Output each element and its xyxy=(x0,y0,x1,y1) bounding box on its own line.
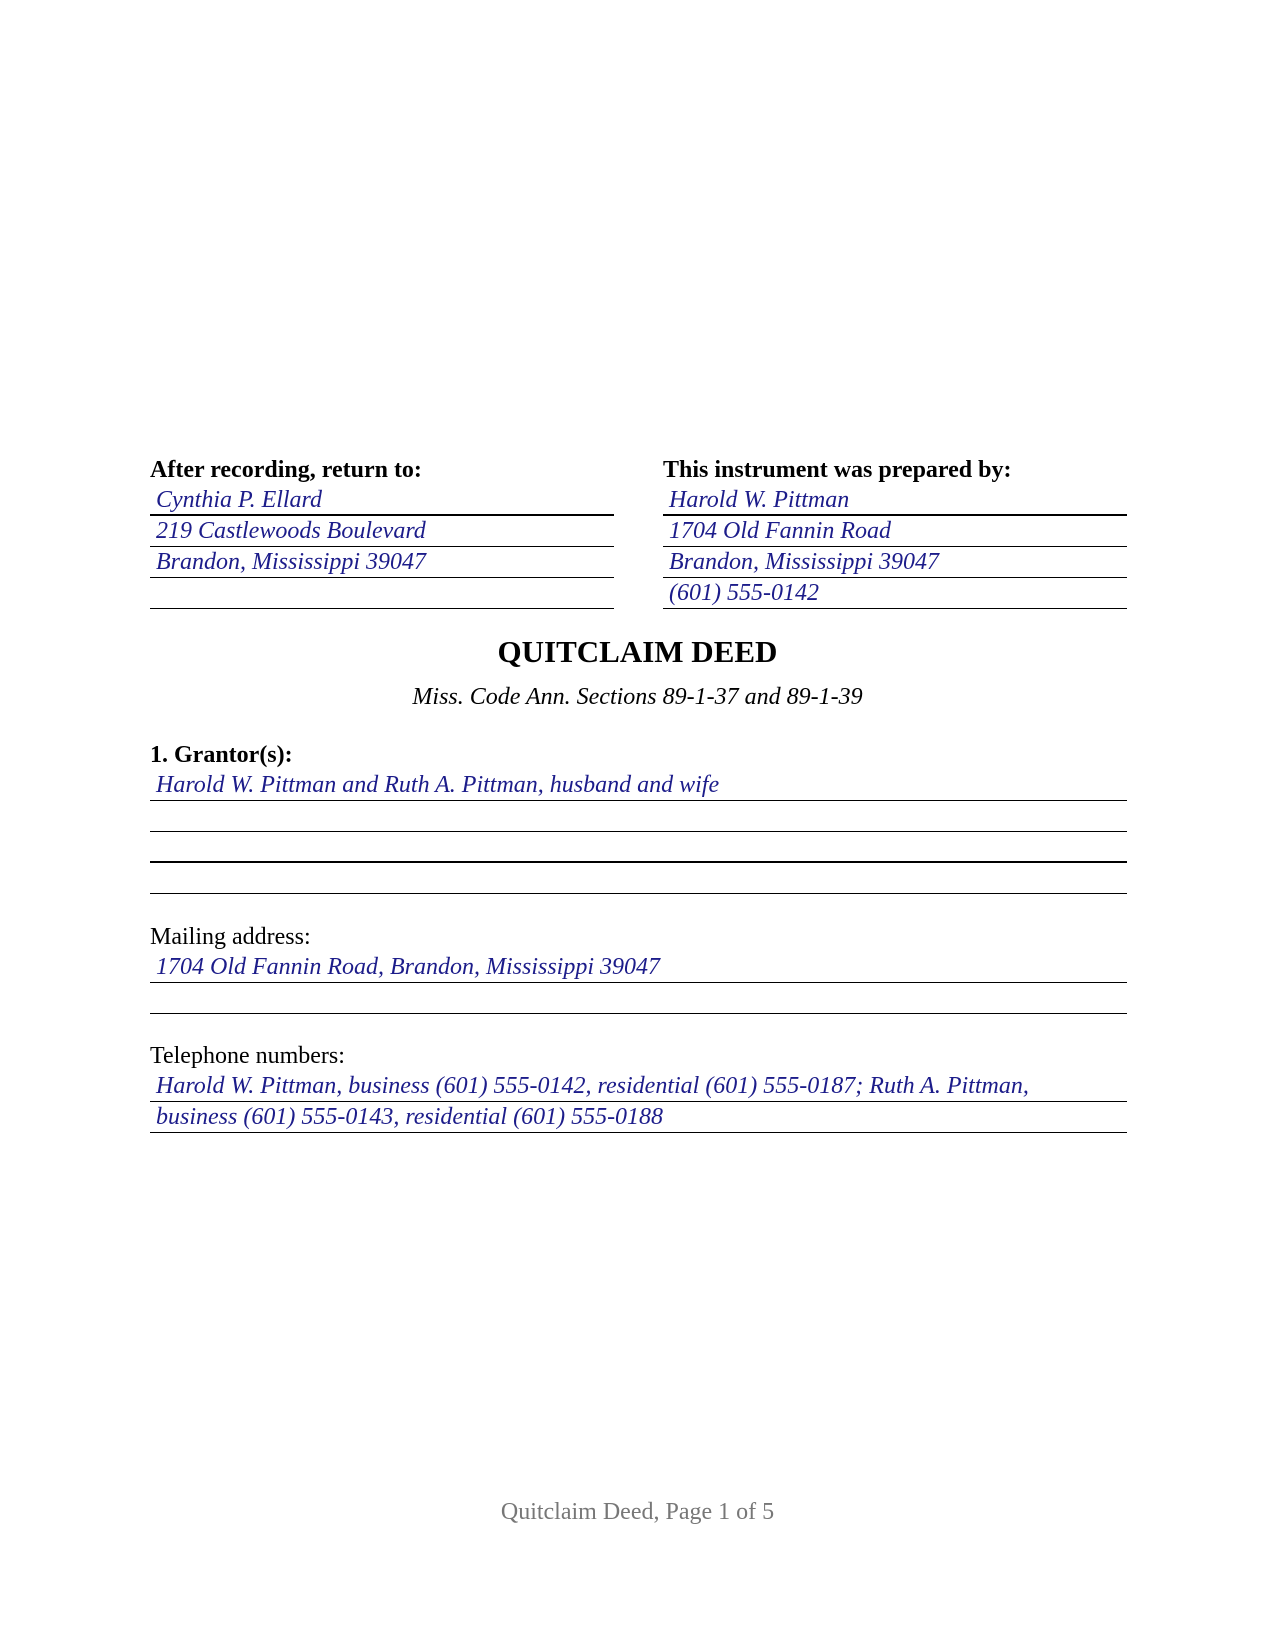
prepared-by-phone-line: (601) 555-0142 xyxy=(663,578,1127,609)
return-to-city-line: Brandon, Mississippi 39047 xyxy=(150,547,614,578)
return-to-name-line: Cynthia P. Ellard xyxy=(150,485,614,516)
mailing-address-section xyxy=(150,922,1127,1014)
mailing-address-line xyxy=(150,983,1127,1014)
telephone-numbers-section xyxy=(150,1041,1127,1133)
grantor-heading: 1. Grantor(s): xyxy=(150,742,293,768)
return-to-street-line: 219 Castlewoods Boulevard xyxy=(150,516,614,547)
telephone-numbers-label: Telephone numbers: xyxy=(150,1043,345,1069)
grantor-line xyxy=(150,801,1127,832)
prepared-by-heading: This instrument was prepared by: xyxy=(663,457,1012,483)
prepared-by-block xyxy=(663,455,1127,609)
return-to-block xyxy=(150,455,614,609)
grantor-line: Harold W. Pittman and Ruth A. Pittman, husband and wife xyxy=(150,770,1127,801)
prepared-by-street-line: 1704 Old Fannin Road xyxy=(663,516,1127,547)
grantor-line xyxy=(150,863,1127,894)
grantor-section xyxy=(150,740,1127,894)
mailing-address-label: Mailing address: xyxy=(150,924,311,950)
grantor-line xyxy=(150,832,1127,863)
telephone-numbers-line: Harold W. Pittman, business (601) 555-0142, residential (601) 555-0187; Ruth A. Pittman, xyxy=(150,1071,1127,1102)
prepared-by-name-line: Harold W. Pittman xyxy=(663,485,1127,516)
return-to-heading: After recording, return to: xyxy=(150,457,422,483)
return-to-blank-line xyxy=(150,578,614,609)
document-subtitle: Miss. Code Ann. Sections 89-1-37 and 89-1-39 xyxy=(412,684,863,710)
page-footer: Quitclaim Deed, Page 1 of 5 xyxy=(500,1499,775,1525)
mailing-address-line: 1704 Old Fannin Road, Brandon, Mississippi 39047 xyxy=(150,952,1127,983)
telephone-numbers-line: business (601) 555-0143, residential (601) 555-0188 xyxy=(150,1102,1127,1133)
document-title: QUITCLAIM DEED xyxy=(497,634,778,669)
prepared-by-city-line: Brandon, Mississippi 39047 xyxy=(663,547,1127,578)
